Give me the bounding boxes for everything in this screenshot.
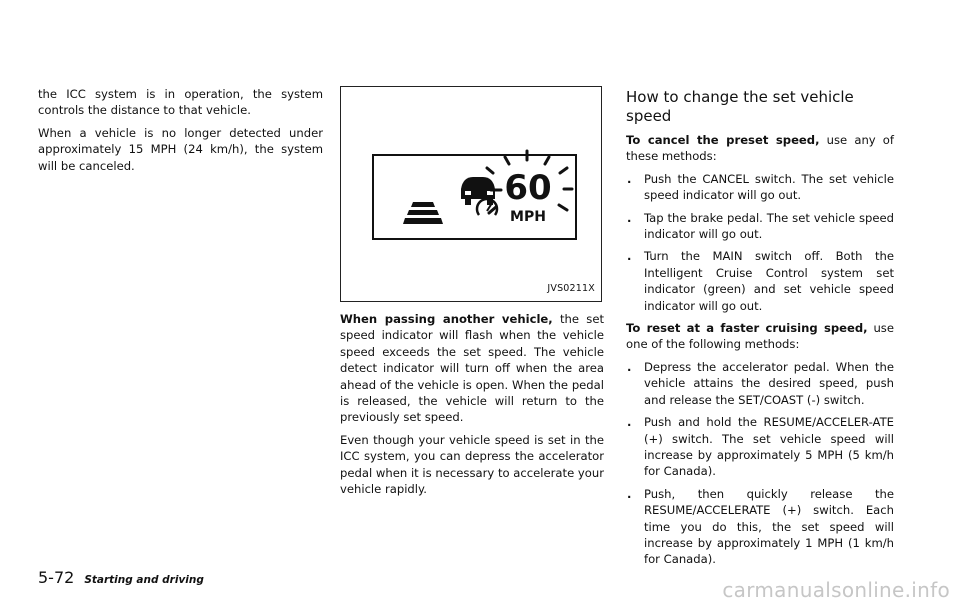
paragraph-text: use any of these methods:	[626, 133, 894, 164]
list-item	[626, 171, 894, 204]
bullet: .	[627, 415, 632, 430]
watermark: carmanualsonline.info	[722, 578, 950, 602]
list-item-text: Tap the brake pedal. The set vehicle speed indicator will go out.	[644, 210, 894, 242]
section-heading: How to change the set vehicle speed	[626, 88, 854, 125]
figure-id: JVS0211X	[547, 282, 595, 294]
paragraph: Even though your vehicle speed is set in the ICC system, you can depress the accelerator pedal when it is necessary to accelerate your vehicle rapidly.	[340, 432, 604, 497]
left-column	[38, 86, 323, 180]
paragraph	[626, 132, 894, 165]
bold-lead: To cancel the preset speed,	[626, 133, 820, 147]
list-item-text: Push and hold the RESUME/ACCELER-ATE (+) switch. The set vehicle speed will increase by approximately 5 MPH (5 km/h for Canada).	[644, 415, 894, 479]
page-footer	[38, 568, 204, 587]
list-item	[626, 210, 894, 243]
paragraph-text: use one of the following methods:	[626, 321, 894, 352]
paragraph-text: the set speed indicator will flash when the vehicle speed exceeds the set speed. The vehicle detect indicator will turn off when the area ahead of the vehicle is open. When the pedal is released, the vehicle will return to the previously set speed.	[340, 312, 604, 425]
list-item-text: Depress the accelerator pedal. When the vehicle attains the desired speed, push and release the SET/COAST (-) switch.	[644, 359, 894, 407]
bullet: .	[627, 486, 632, 501]
dashboard-display-graphic	[341, 87, 601, 301]
list-item	[626, 486, 894, 568]
distance-bars-icon	[403, 202, 443, 224]
middle-column	[340, 86, 604, 503]
icc-display-illustration	[340, 86, 602, 302]
list-item	[626, 414, 894, 480]
section-name: Starting and driving	[84, 574, 204, 586]
paragraph	[626, 320, 894, 353]
paragraph	[340, 311, 604, 426]
bullet: .	[627, 210, 632, 225]
set-speed-value: 60	[504, 168, 552, 208]
paragraph: the ICC system is in operation, the system controls the distance to that vehicle.	[38, 87, 323, 118]
list-item	[626, 359, 894, 408]
bullet: .	[627, 171, 632, 186]
list-item-text: Push the CANCEL switch. The set vehicle speed indicator will go out.	[644, 171, 894, 203]
reset-methods-list	[626, 359, 894, 568]
bullet: .	[627, 249, 632, 264]
bullet: .	[627, 359, 632, 374]
list-item	[626, 248, 894, 314]
bold-lead: When passing another vehicle,	[340, 312, 553, 326]
list-item-text: Push, then quickly release the RESUME/ACCELERATE (+) switch. Each time you do this, the set speed will increase by approximately 1 MPH (1 km/h for Canada).	[644, 486, 894, 567]
speed-unit: MPH	[510, 209, 546, 225]
page-number: 5-72	[38, 568, 75, 587]
cancel-methods-list	[626, 171, 894, 314]
paragraph: When a vehicle is no longer detected under approximately 15 MPH (24 km/h), the system will be canceled.	[38, 125, 323, 173]
bold-lead: To reset at a faster cruising speed,	[626, 321, 868, 336]
list-item-text: Turn the MAIN switch off. Both the Intelligent Cruise Control system set indicator (green) and set vehicle speed indicator will go out.	[644, 249, 894, 313]
right-column	[626, 88, 894, 574]
